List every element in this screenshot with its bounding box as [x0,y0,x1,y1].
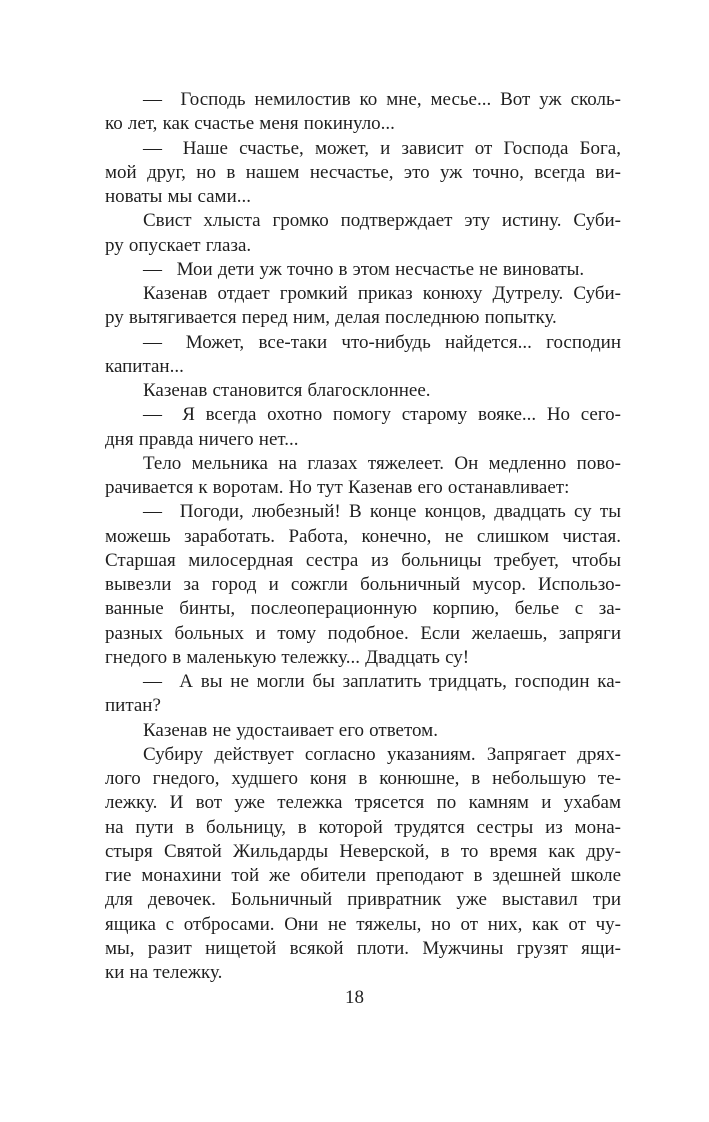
text-line: разных больных и тому подобное. Если желаешь, запряги [105,622,621,644]
text-line: стыря Святой Жильдарды Неверской, в то время как дру- [105,840,621,862]
text-line: Казенав не удостаивает его ответом. [143,719,438,741]
text-line: капитан... [105,355,184,377]
paragraph [105,331,621,380]
text-line: лого гнедого, худшего коня в конюшне, в небольшую те- [105,768,621,789]
text-line: вывезли за город и сожгли больничный мусор. Использо- [105,574,621,595]
text-line: ванные бинты, послеоперационную корпию, белье с за- [105,598,621,620]
text-line: ко лет, как счастье меня покинуло... [105,113,395,135]
text-line: — Наше счастье, может, и зависит от Господа Бога, [143,137,621,159]
text-line: ру вытягивается перед ним, делая последнюю попытку. [105,307,557,329]
text-line: — Мои дети уж точно в этом несчастье не виноваты. [143,258,585,280]
paragraph [105,403,621,452]
text-line: дня правда ничего нет... [105,428,299,450]
paragraph [105,88,621,137]
text-line: — Может, все-таки что-нибудь найдется... господин [143,331,621,353]
text-line: для девочек. Больничный привратник уже выставил три [105,889,621,911]
text-line: — Я всегда охотно помогу старому вояке... Но сего- [143,404,621,426]
paragraph [105,500,621,670]
text-line: рачивается к воротам. Но тут Казенав его останавливает: [105,477,570,498]
page-number: 18 [345,987,364,1008]
text-line: Свист хлыста громко подтверждает эту истину. Суби- [143,210,621,232]
paragraph [105,452,621,501]
text-line: Тело мельника на глазах тяжелеет. Он медленно пово- [143,452,621,474]
text-line: гнедого в маленькую тележку... Двадцать су! [105,646,470,668]
text-line: Старшая милосердная сестра из больницы требует, чтобы [105,549,621,571]
paragraph [105,379,621,403]
text-line: ру опускает глаза. [105,234,252,256]
paragraph [105,719,621,743]
text-line: можешь заработать. Работа, конечно, не слишком чистая. [105,525,621,547]
paragraph [105,258,621,282]
text-line: на пути в больницу, в которой трудятся сестры из мона- [105,816,621,838]
text-line: мой друг, но в нашем несчастье, это уж точно, всегда ви- [105,161,621,183]
text-line: лежку. И вот уже тележка трясется по камням и ухабам [105,792,621,814]
text-line: Субиру действует согласно указаниям. Запрягает дрях- [143,743,621,765]
text-line: ки на тележку. [105,962,223,983]
paragraph [105,743,621,986]
paragraph [105,137,621,210]
text-line: — А вы не могли бы заплатить тридцать, господин ка- [143,671,621,692]
text-line: мы, разит нищетой всякой плоти. Мужчины грузят ящи- [105,937,621,959]
text-line: новаты мы сами... [105,186,251,207]
text-line: Казенав отдает громкий приказ конюху Дутрелу. Суби- [143,283,621,304]
text-line: питан? [105,695,161,717]
paragraph [105,670,621,719]
text-line: ящика с отбросами. Они не тяжелы, но от них, как от чу- [105,913,621,935]
paragraph [105,282,621,331]
page-text [105,88,621,985]
text-line: гие монахини той же обители преподают в здешней школе [105,865,621,886]
paragraph [105,209,621,258]
text-line: — Господь немилостив ко мне, месье... Вот уж сколь- [143,89,621,110]
text-line: — Погоди, любезный! В конце концов, двадцать су ты [143,501,621,523]
text-line: Казенав становится благосклоннее. [143,380,431,401]
